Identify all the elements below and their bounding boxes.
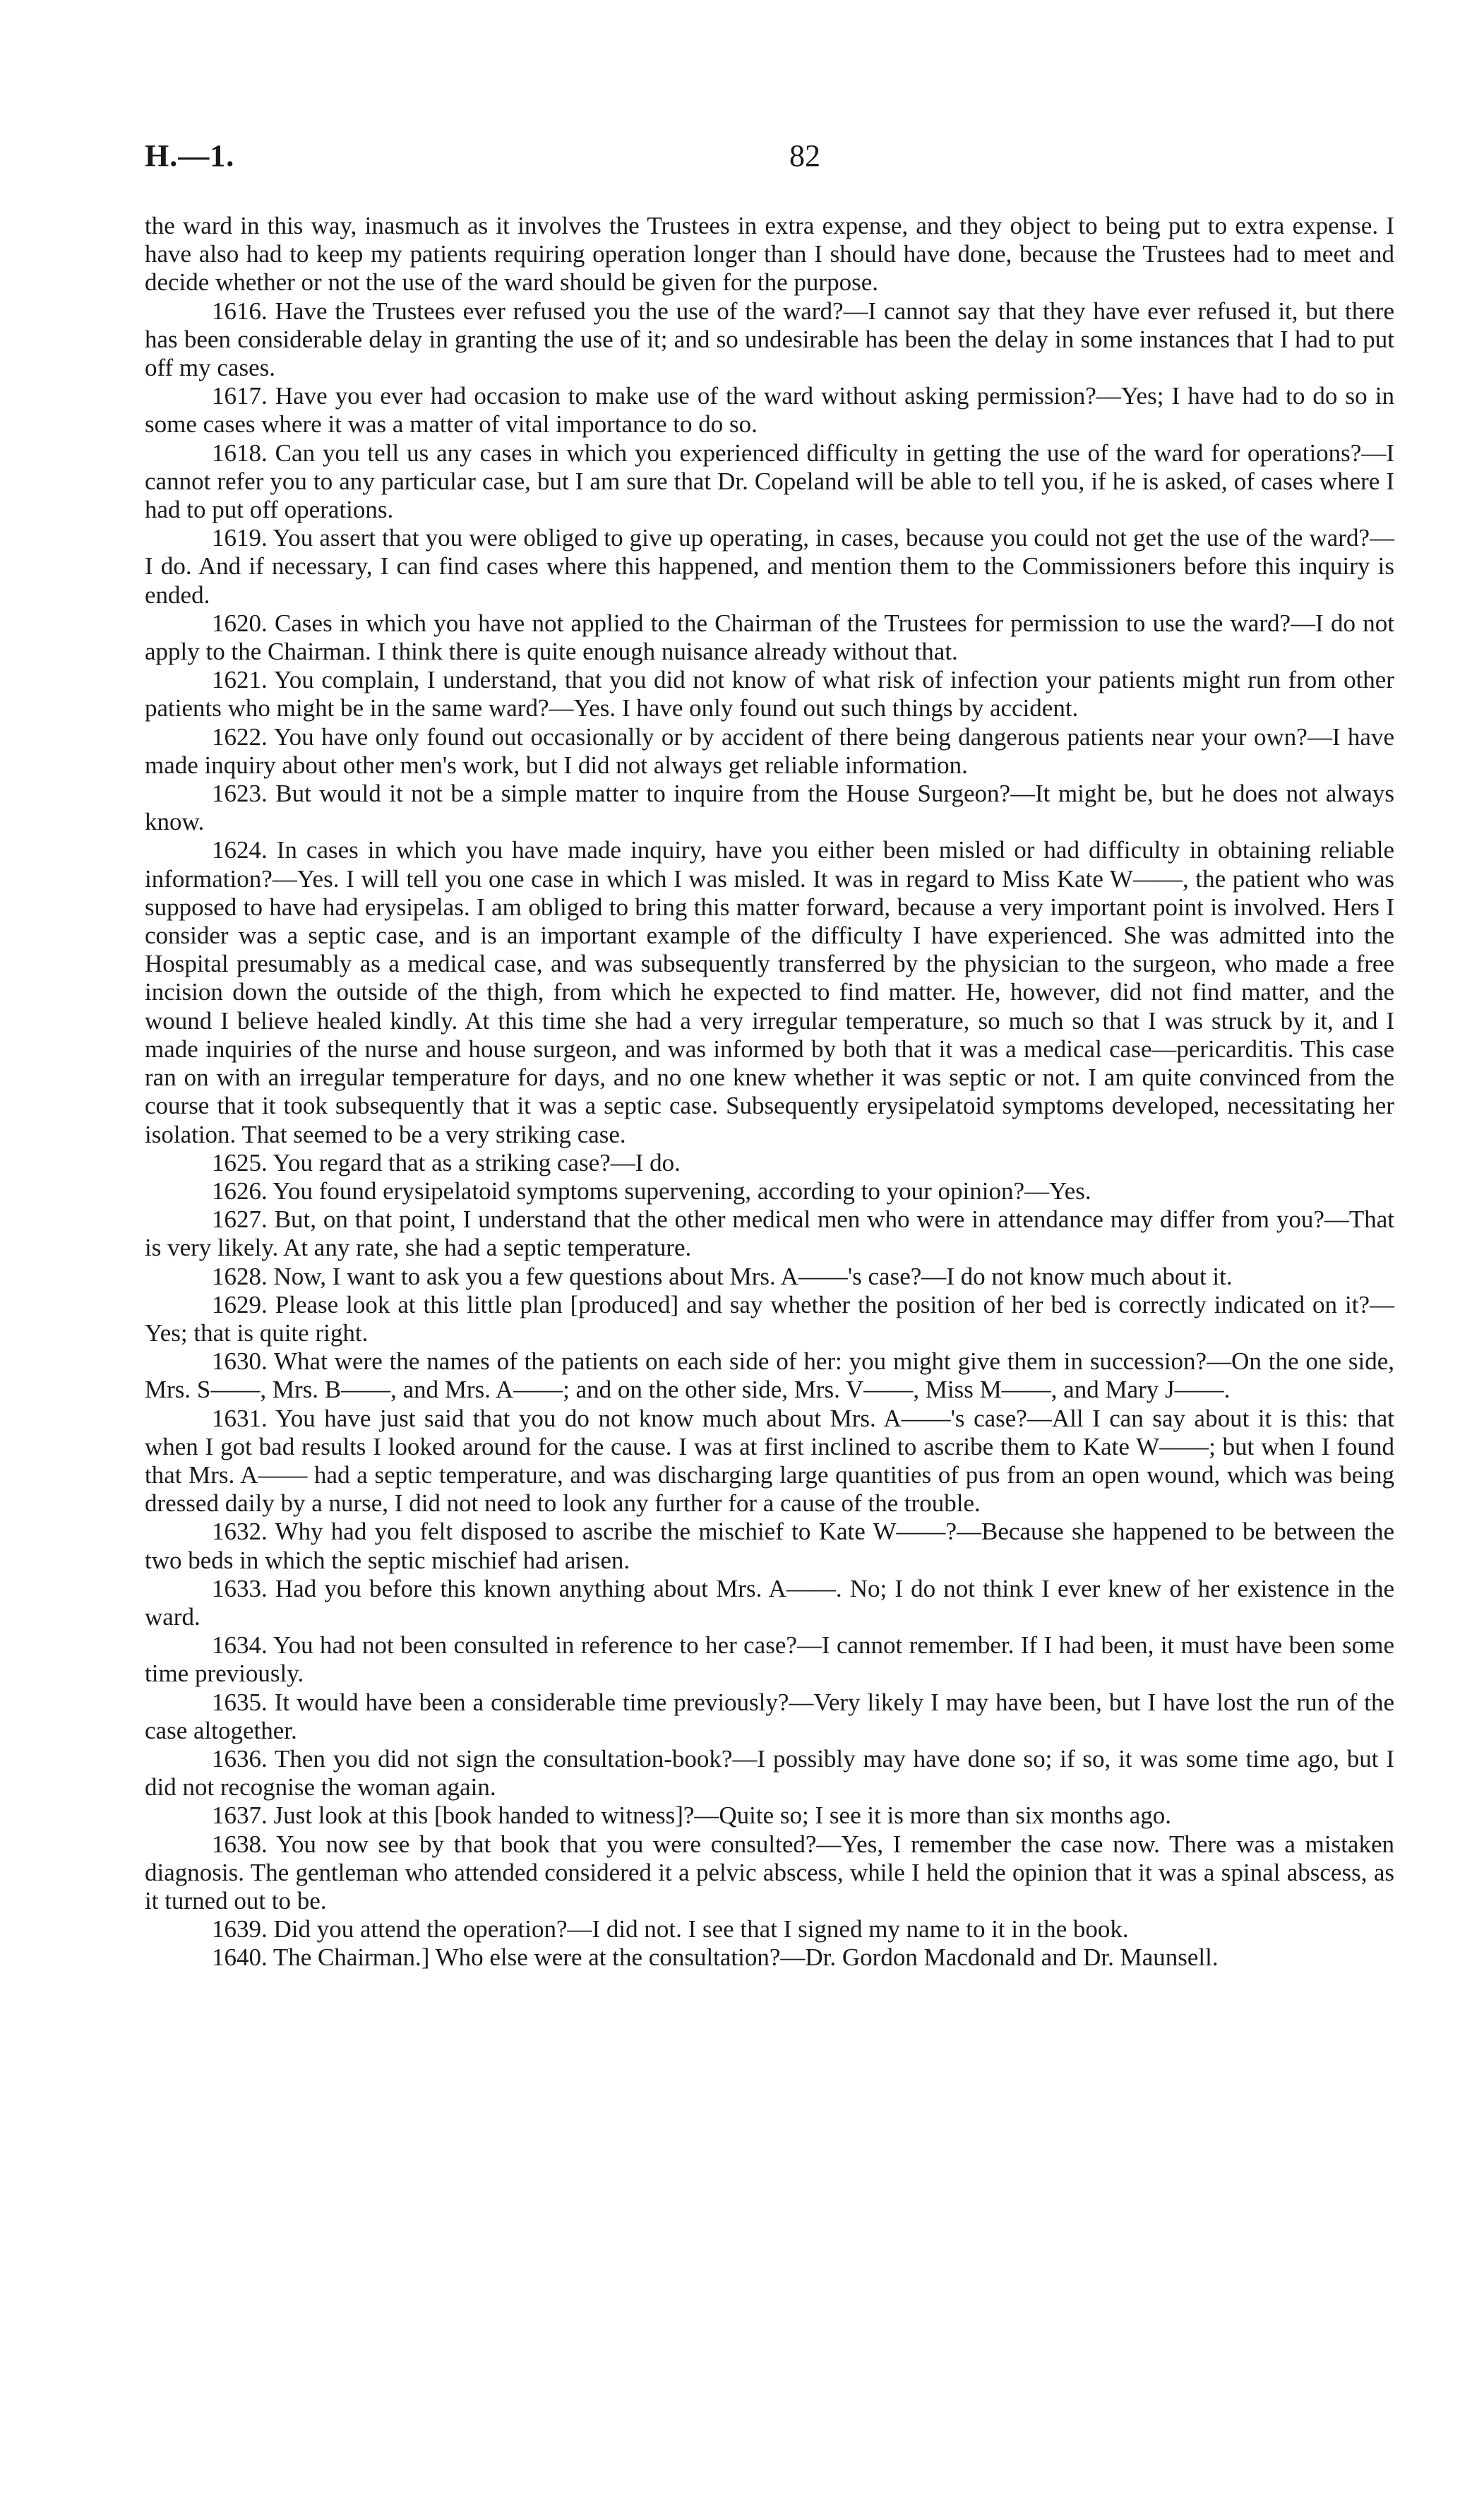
- question-paragraph: 1636. Then you did not sign the consultation-book?—I possibly may have done so; if so, it was some time ago, but I did not recognise the woman again.: [145, 1744, 1394, 1802]
- question-paragraph: 1628. Now, I want to ask you a few questions about Mrs. A——'s case?—I do not know much about it.: [212, 1262, 1233, 1290]
- question-paragraph: 1637. Just look at this [book handed to witness]?—Quite so; I see it is more than six months ago.: [212, 1802, 1172, 1830]
- question-paragraph: 1633. Had you before this known anything about Mrs. A——. No; I do not think I ever knew of her existence in the ward.: [145, 1574, 1394, 1631]
- question-paragraph: 1621. You complain, I understand, that you did not know of what risk of infection your patients might run from other patients who might be in the same ward?—Yes. I have only found out such things by accident.: [145, 666, 1394, 722]
- question-paragraph: 1623. But would it not be a simple matter to inquire from the House Surgeon?—It might be, but he does not always know.: [145, 780, 1394, 836]
- question-paragraph: 1631. You have just said that you do not know much about Mrs. A——'s case?—All I can say about it is this: that when I got bad results I looked around for the cause. I was at first inclined to ascribe them to Kate W——; but when I found that Mrs. A—— had a septic temperature, and was discharging large quantities of pus from an open wound, which was being dressed daily by a nurse, I did not need to look any further for a cause of the trouble.: [145, 1404, 1394, 1518]
- question-paragraph: 1627. But, on that point, I understand that the other medical men who were in attendance may differ from you?—That is very likely. At any rate, she had a septic temperature.: [145, 1205, 1394, 1262]
- question-paragraph: 1630. What were the names of the patients on each side of her: you might give them in succession?—On the one side, Mrs. S——, Mrs. B——, and Mrs. A——; and on the other side, Mrs. V——, Miss M——, and Mary J——.: [145, 1347, 1394, 1404]
- question-paragraph: 1639. Did you attend the operation?—I did not. I see that I signed my name to it in the book.: [212, 1915, 1129, 1943]
- question-paragraph: 1620. Cases in which you have not applied to the Chairman of the Trustees for permission to use the ward?—I do not apply to the Chairman. I think there is quite enough nuisance already without that.: [145, 609, 1394, 666]
- question-paragraph: 1638. You now see by that book that you were consulted?—Yes, I remember the case now. There was a mistaken diagnosis. The gentleman who attended considered it a pelvic abscess, while I held the opinion that it was a spinal abscess, as it turned out to be.: [145, 1830, 1394, 1914]
- question-paragraph: 1617. Have you ever had occasion to make use of the ward without asking permission?—Yes; I have had to do so in some cases where it was a matter of vital importance to do so.: [145, 382, 1394, 439]
- question-paragraph: 1619. You assert that you were obliged to give up operating, in cases, because you could not get the use of the ward?—I do. And if necessary, I can find cases where this happened, and mention them to the Commissioners before this inquiry is ended.: [145, 524, 1394, 609]
- question-paragraph: 1618. Can you tell us any cases in which you experienced difficulty in getting the use of the ward for operations?—I cannot refer you to any particular case, but I am sure that Dr. Copeland will be able to tell you, if he is asked, of cases where I had to put off operations.: [145, 439, 1394, 524]
- paragraph: the ward in this way, inasmuch as it involves the Trustees in extra expense, and they object to being put to extra expense. I have also had to keep my patients requiring operation longer than I should have done, because the Trustees had to meet and decide whether or not the use of the ward should be given for the purpose.: [145, 212, 1394, 297]
- question-paragraph: 1640. The Chairman.] Who else were at the consultation?—Dr. Gordon Macdonald and Dr. Maunsell.: [212, 1943, 1219, 1972]
- question-paragraph: 1625. You regard that as a striking case?—I do.: [212, 1148, 681, 1177]
- page-number: 82: [789, 138, 820, 173]
- question-paragraph: 1624. In cases in which you have made inquiry, have you either been misled or had difficulty in obtaining reliable information?—Yes. I will tell you one case in which I was misled. It was in regard to Miss Kate W——, the patient who was supposed to have had erysipelas. I am obliged to bring this matter forward, because a very important point is involved. Hers I consider was a septic case, and is an important example of the difficulty I have experienced. She was admitted into the Hospital presumably as a medical case, and was subsequently transferred by the physician to the surgeon, who made a free incision down the outside of the thigh, from which he expected to find matter. He, however, did not find matter, and the wound I believe healed kindly. At this time she had a very irregular temperature, so much so that I was struck by it, and I made inquiries of the nurse and house surgeon, and was informed by both that it was a medical case—pericarditis. This case ran on with an irregular temperature for days, and no one knew whether it was septic or not. I am quite convinced from the course that it took subsequently that it was a septic case. Subsequently erysipelatoid symptoms developed, necessitating her isolation. That seemed to be a very striking case.: [145, 836, 1394, 1148]
- question-paragraph: 1622. You have only found out occasionally or by accident of there being dangerous patients near your own?—I have made inquiry about other men's work, but I did not always get reliable information.: [145, 722, 1394, 779]
- question-paragraph: 1616. Have the Trustees ever refused you the use of the ward?—I cannot say that they have ever refused it, but there has been considerable delay in granting the use of it; and so undesirable has been the delay in some instances that I had to put off my cases.: [145, 297, 1394, 382]
- page-header: [145, 138, 1394, 187]
- question-paragraph: 1632. Why had you felt disposed to ascribe the mischief to Kate W——?—Because she happened to be between the two beds in which the septic mischief had arisen.: [145, 1518, 1394, 1574]
- question-paragraph: 1629. Please look at this little plan [produced] and say whether the position of her bed is correctly indicated on it?—Yes; that is quite right.: [145, 1290, 1394, 1347]
- evidence-transcript: [145, 212, 1394, 1972]
- document-reference: H.—1.: [145, 138, 235, 173]
- question-paragraph: 1635. It would have been a considerable time previously?—Very likely I may have been, but I have lost the run of the case altogether.: [145, 1688, 1394, 1744]
- question-paragraph: 1626. You found erysipelatoid symptoms supervening, according to your opinion?—Yes.: [212, 1177, 1091, 1205]
- question-paragraph: 1634. You had not been consulted in reference to her case?—I cannot remember. If I had been, it must have been some time previously.: [145, 1631, 1394, 1688]
